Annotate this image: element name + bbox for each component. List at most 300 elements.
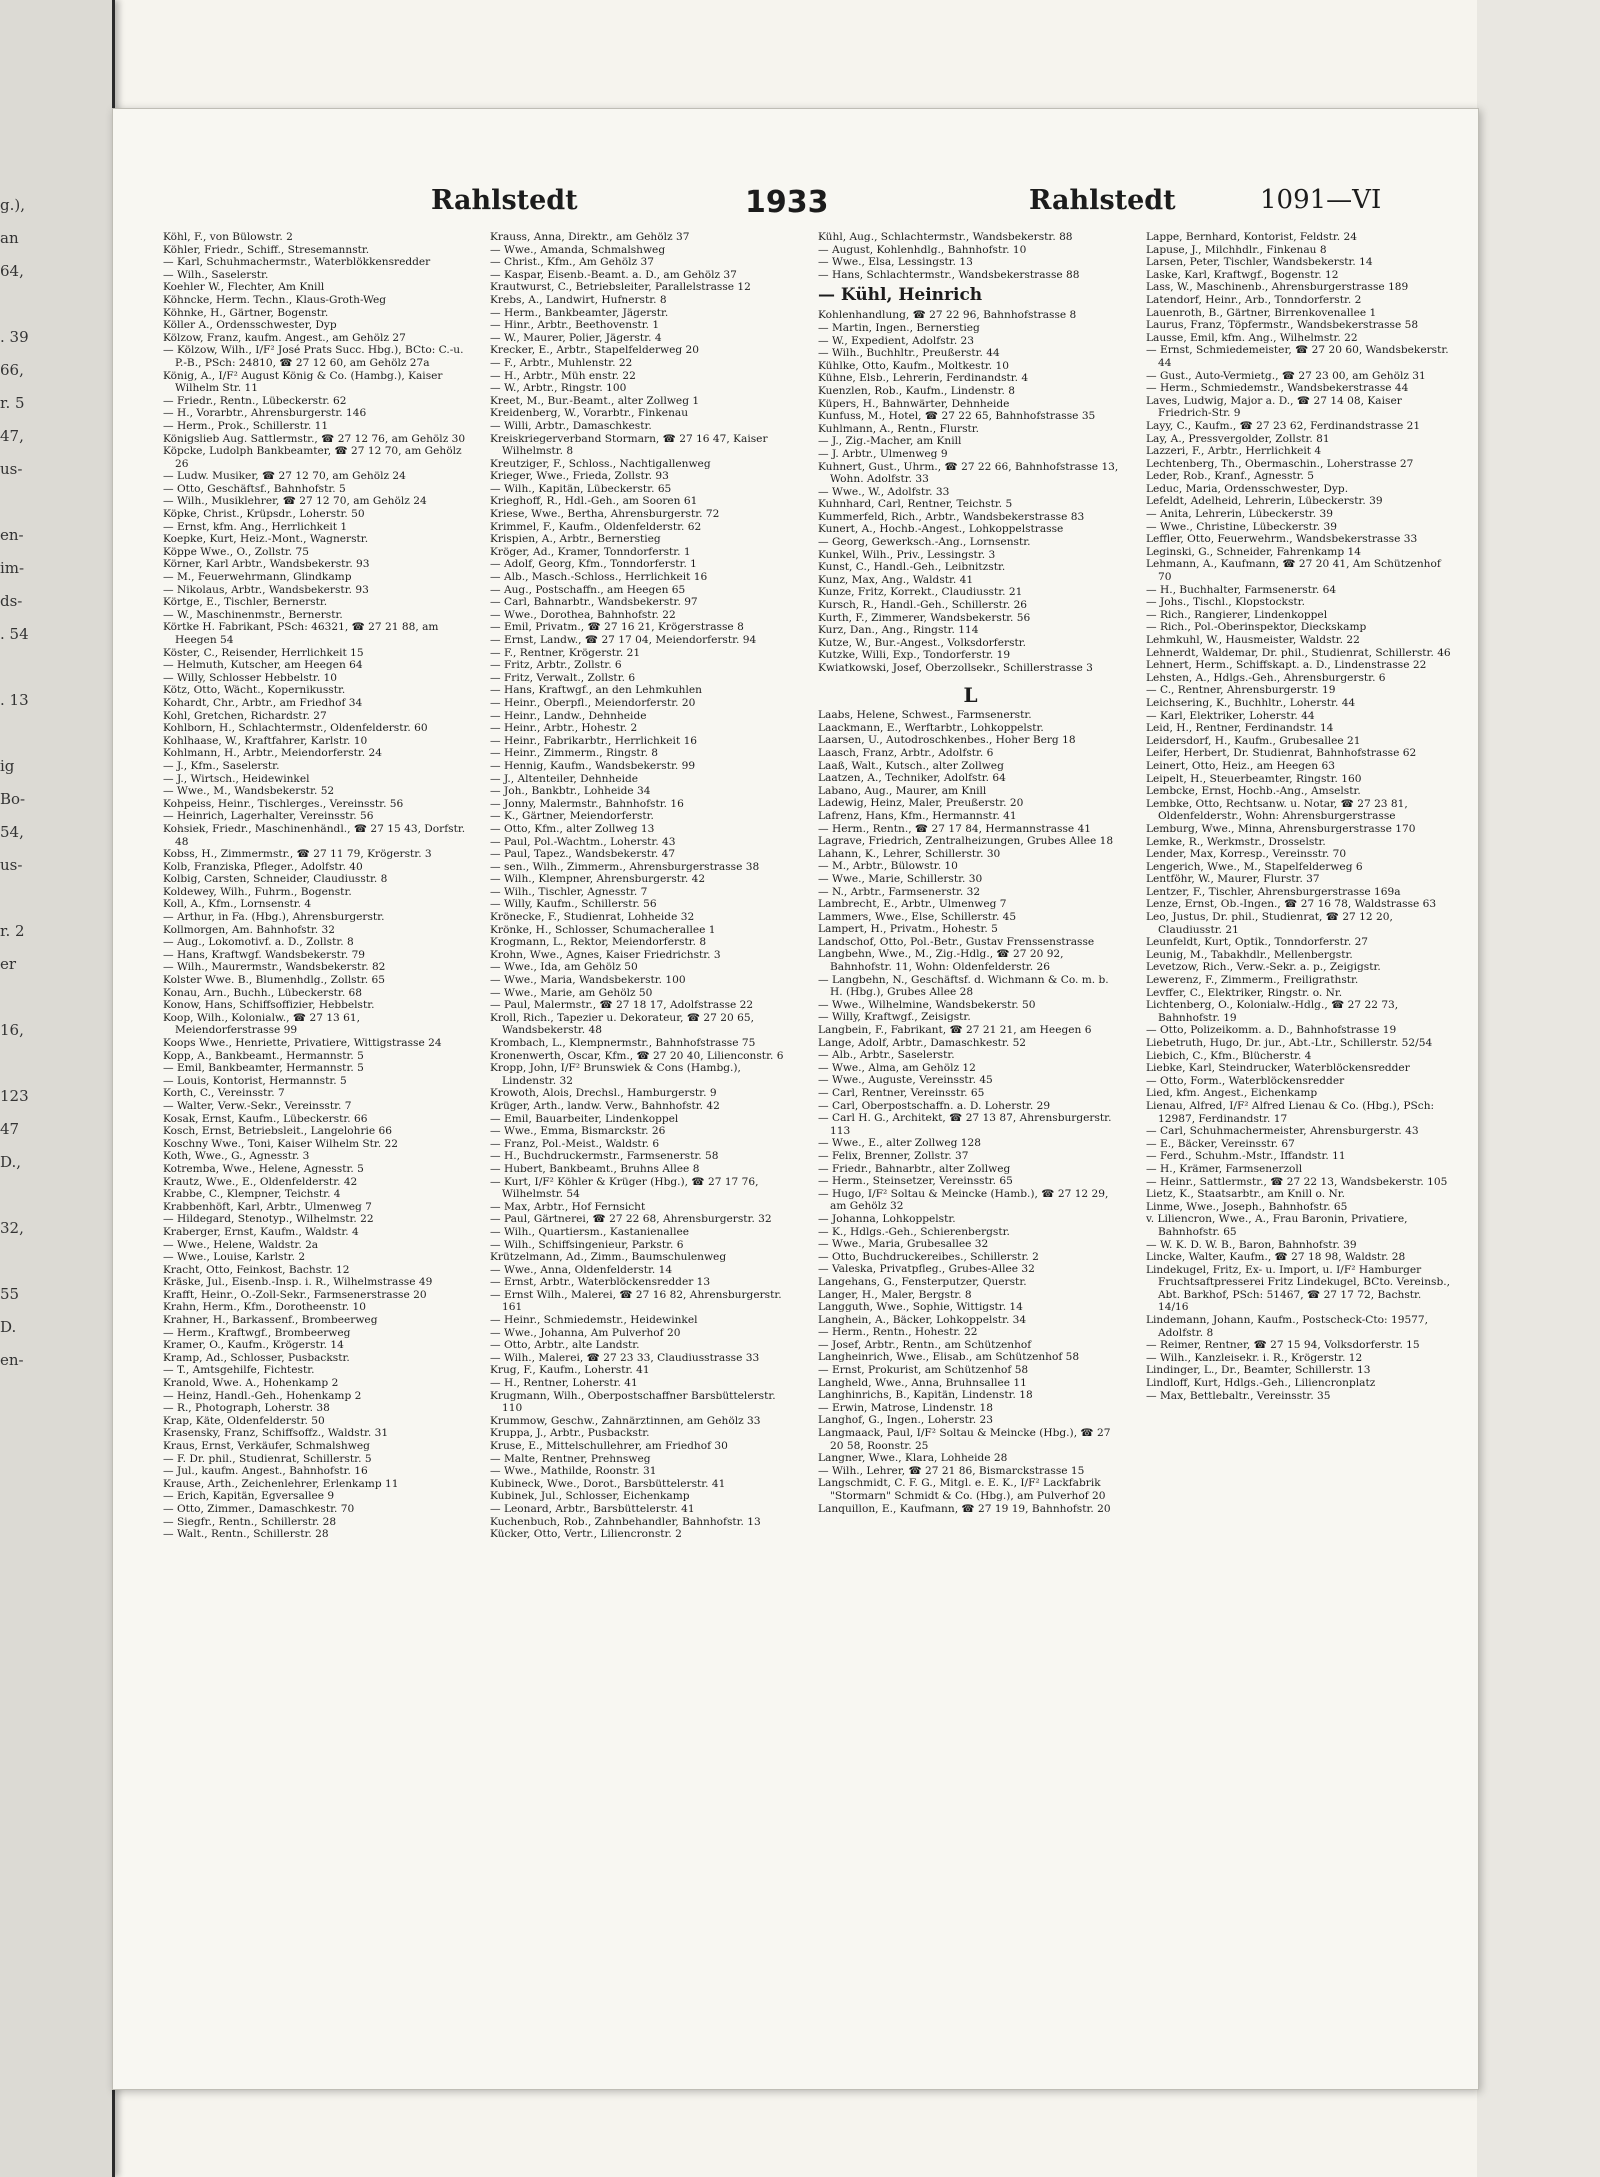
- directory-entry: Langhof, G., Ingen., Loherstr. 23: [818, 1414, 993, 1427]
- directory-entry: — Erich, Kapitän, Egversallee 9: [163, 1490, 335, 1503]
- directory-entry: Kröger, Ad., Kramer, Tonndorferstr. 1: [490, 545, 691, 558]
- directory-entry: Lindinger, L., Dr., Beamter, Schillerstr. 13: [1146, 1364, 1371, 1377]
- directory-entry: — Heinz, Handl.-Geh., Hohenkamp 2: [163, 1389, 362, 1402]
- directory-entry: Krahner, H., Barkassenf., Brombeerweg: [163, 1314, 378, 1327]
- directory-entry: Krieger, Wwe., Frieda, Zollstr. 93: [490, 470, 669, 483]
- margin-fragment: en-: [0, 526, 24, 544]
- directory-entry: Köller A., Ordensschwester, Dyp: [163, 319, 337, 332]
- directory-entry: Krecker, E., Arbtr., Stapelfelderweg 20: [490, 344, 700, 357]
- directory-entry: — Heinr., Sattlermstr., ☎ 27 22 13, Wandsbekerstr. 105: [1146, 1175, 1448, 1188]
- directory-entry: — Johs., Tischl., Klopstockstr.: [1146, 596, 1305, 609]
- directory-entry: Lindemann, Johann, Kaufm., Postscheck-Cto: 19577, Adolfstr. 8: [1146, 1314, 1429, 1339]
- directory-entry: — H., Krämer, Farmsenerzoll: [1146, 1162, 1303, 1175]
- directory-entry: — Ludw. Musiker, ☎ 27 12 70, am Gehölz 24: [163, 470, 406, 483]
- directory-entry: — J. Arbtr., Ulmenweg 9: [818, 447, 948, 460]
- directory-entry: Kühne, Elsb., Lehrerin, Ferdinandstr. 4: [818, 372, 1029, 385]
- directory-entry: Lay, A., Pressvergolder, Zollstr. 81: [1146, 432, 1330, 445]
- directory-entry: — Wwe., Ida, am Gehölz 50: [490, 961, 638, 974]
- directory-entry: Lapuse, J., Milchhdlr., Finkenau 8: [1146, 243, 1327, 256]
- directory-entry: Koldewey, Wilh., Fuhrm., Bogenstr.: [163, 885, 352, 898]
- directory-entry: — Felix, Brenner, Zollstr. 37: [818, 1149, 969, 1162]
- directory-entry: — Langbehn, N., Geschäftsf. d. Wichmann & Co. m. b. H. (Hbg.), Grubes Allee 28: [818, 973, 1109, 999]
- directory-entry: — August, Kohlenhdlg., Bahnhofstr. 10: [818, 243, 1027, 256]
- directory-entry: Konow, Hans, Schiffsoffizier, Hebbelstr.: [163, 999, 375, 1012]
- directory-entry: Liebich, C., Kfm., Blücherstr. 4: [1146, 1049, 1312, 1062]
- directory-entry: Krogmann, L., Rektor, Meiendorferstr. 8: [490, 936, 707, 949]
- directory-entry: — Carl, Schuhmachermeister, Ahrensburgerstr. 43: [1146, 1125, 1419, 1138]
- directory-entry: — W., Arbtr., Ringstr. 100: [490, 382, 627, 395]
- directory-entry: Lehnerdt, Waldemar, Dr. phil., Studienrat, Schillerstr. 46: [1146, 646, 1451, 659]
- directory-entry: Leidersdorf, H., Kaufm., Grubesallee 21: [1146, 734, 1361, 747]
- directory-entry: Lengerich, Wwe., M., Stapelfelderweg 6: [1146, 860, 1363, 873]
- directory-entry: Kreutziger, F., Schloss., Nachtigallenweg: [490, 457, 711, 470]
- directory-entry: Kopp, A., Bankbeamt., Hermannstr. 5: [163, 1049, 364, 1062]
- margin-fragment: us-: [0, 460, 23, 478]
- directory-entry: — Emil, Bankbeamter, Hermannstr. 5: [163, 1062, 364, 1075]
- directory-entry: — Walt., Rentn., Schillerstr. 28: [163, 1528, 329, 1541]
- directory-entry: Kötz, Otto, Wächt., Kopernikusstr.: [163, 684, 346, 697]
- directory-entry: — Carl, Oberpostschaffn. a. D. Loherstr. 29: [818, 1099, 1051, 1112]
- directory-entry: — Walter, Verw.-Sekr., Vereinsstr. 7: [163, 1099, 352, 1112]
- directory-entry: — Wwe., Marie, Schillerstr. 30: [818, 872, 983, 885]
- directory-entry: Kohlborn, H., Schlachtermstr., Oldenfelderstr. 60: [163, 722, 428, 735]
- directory-entry: Kurth, F., Zimmerer, Wandsbekerstr. 56: [818, 611, 1031, 624]
- directory-entry: Krebs, A., Landwirt, Hufnerstr. 8: [490, 293, 667, 306]
- directory-entry: — E., Bäcker, Vereinsstr. 67: [1146, 1137, 1295, 1150]
- directory-entry: — Heinr., Fabrikarbtr., Herrlichkeit 16: [490, 734, 698, 747]
- directory-entry: Kuchenbuch, Rob., Zahnbehandler, Bahnhofstr. 13: [490, 1515, 761, 1528]
- directory-entry: — W. K. D. W. B., Baron, Bahnhofstr. 39: [1146, 1238, 1357, 1251]
- directory-entry: — Paul, Tapez., Wandsbekerstr. 47: [490, 848, 676, 861]
- directory-entry: — Ernst Wilh., Malerei, ☎ 27 16 82, Ahrensburgerstr. 161: [490, 1288, 782, 1314]
- margin-fragment: 47: [0, 1120, 20, 1138]
- directory-entry: Köhncke, Herm. Techn., Klaus-Groth-Weg: [163, 293, 387, 306]
- directory-entry: Kräske, Jul., Eisenb.-Insp. i. R., Wilhelmstrasse 49: [163, 1276, 433, 1289]
- directory-entry: — Willi, Arbtr., Damaschkestr.: [490, 419, 652, 432]
- margin-fragment: er: [0, 955, 17, 973]
- directory-entry: — H., Buchdruckermstr., Farmsenerstr. 58: [490, 1150, 719, 1163]
- directory-entry: — Willy, Kraftwgf., Zeisigstr.: [818, 1011, 971, 1024]
- directory-entry: — Hennig, Kaufm., Wandsbekerstr. 99: [490, 759, 696, 772]
- directory-entry: Lauenroth, B., Gärtner, Birrenkovenallee 1: [1146, 306, 1377, 319]
- directory-entry: — Ernst, Prokurist, am Schützenhof 58: [818, 1364, 1029, 1377]
- directory-entry: Krombach, L., Klempnermstr., Bahnhofstrasse 75: [490, 1037, 756, 1049]
- directory-entry: — Wilh., Saselerstr.: [163, 268, 269, 281]
- directory-entry: — Herm., Kraftwgf., Brombeerweg: [163, 1326, 351, 1339]
- directory-entry: Labano, Aug., Maurer, am Knill: [818, 784, 987, 797]
- directory-entry: — W., Maschinenmstr., Bernerstr.: [163, 608, 343, 621]
- directory-entry: Kutze, W., Bur.-Angest., Volksdorferstr.: [818, 636, 1026, 649]
- directory-entry: — Joh., Bankbtr., Lohheide 34: [490, 785, 651, 798]
- directory-entry: — Wwe., Amanda, Schmalshweg: [490, 243, 666, 256]
- directory-entry: — Wilh., Klempner, Ahrensburgerstr. 42: [490, 873, 706, 886]
- directory-entry: — Wilh., Musiklehrer, ☎ 27 12 70, am Gehölz 24: [163, 495, 427, 508]
- directory-entry: — Wwe., Elsa, Lessingstr. 13: [818, 256, 973, 269]
- directory-entry: — Wwe., Maria, Wandsbekerstr. 100: [490, 974, 686, 987]
- directory-entry: Langheld, Wwe., Anna, Bruhnsallee 11: [818, 1376, 1027, 1389]
- margin-fragment: us-: [0, 856, 23, 874]
- directory-entry: Lincke, Walter, Kaufm., ☎ 27 18 98, Waldstr. 28: [1146, 1251, 1406, 1264]
- margin-fragment: 54,: [0, 823, 24, 841]
- directory-entry: Laske, Karl, Kraftwgf., Bogenstr. 12: [1146, 268, 1339, 281]
- directory-entry: — Otto, Buchdruckereibes., Schillerstr. 2: [818, 1250, 1039, 1263]
- directory-entry: Kollmorgen, Am. Bahnhofstr. 32: [163, 923, 335, 936]
- directory-entry: Kücker, Otto, Vertr., Liliencronstr. 2: [490, 1528, 682, 1541]
- directory-entry: Lausse, Emil, kfm. Ang., Wilhelmstr. 22: [1146, 331, 1358, 344]
- directory-entry: Laasch, Franz, Arbtr., Adolfstr. 6: [818, 746, 994, 759]
- directory-entry: Krüger, Arth., landw. Verw., Bahnhofstr. 42: [490, 1099, 720, 1112]
- directory-entry: — Heinr., Oberpfl., Meiendorferstr. 20: [490, 696, 696, 709]
- directory-page: [112, 108, 1479, 2090]
- directory-entry: Leichsering, K., Buchhltr., Loherstr. 44: [1146, 696, 1356, 709]
- directory-entry: Leunfeldt, Kurt, Optik., Tonndorferstr. 27: [1146, 936, 1369, 949]
- page-number: 1091—VI: [1260, 185, 1382, 215]
- directory-entry: — Wwe., Helene, Waldstr. 2a: [163, 1238, 319, 1251]
- directory-entry: — Fritz, Verwalt., Zollstr. 6: [490, 671, 636, 684]
- directory-entry: — F., Rentner, Krögerstr. 21: [490, 646, 641, 659]
- directory-entry: Kohlhaase, W., Kraftfahrer, Karlstr. 10: [163, 734, 368, 747]
- directory-entry: Kronenwerth, Oscar, Kfm., ☎ 27 20 40, Lilienconstr. 6: [490, 1049, 784, 1062]
- directory-entry: Kohl, Gretchen, Richardstr. 27: [163, 709, 327, 722]
- directory-entry: — Wwe., Anna, Oldenfelderstr. 14: [490, 1263, 673, 1276]
- directory-entry: Küpers, H., Bahnwärter, Dehnheide: [818, 397, 1010, 410]
- margin-fragment: . 39: [0, 328, 29, 346]
- right-background: [1477, 0, 1600, 2177]
- directory-entry: — Ernst, Arbtr., Waterblöckensredder 13: [490, 1276, 711, 1289]
- directory-entry: — Josef, Arbtr., Rentn., am Schützenhof: [818, 1338, 1032, 1351]
- directory-entry: — Wilh., Quartiersm., Kastanienallee: [490, 1225, 689, 1238]
- directory-entry: — Herm., Rentn., ☎ 27 17 84, Hermannstrasse 41: [818, 822, 1092, 835]
- directory-entry: Leid, H., Rentner, Ferdinandstr. 14: [1146, 722, 1334, 735]
- directory-entry: Krützelmann, Ad., Zimm., Baumschulenweg: [490, 1251, 727, 1264]
- directory-entry: — Nikolaus, Arbtr., Wandsbekerstr. 93: [163, 583, 369, 596]
- directory-entry: Körtke H. Fabrikant, PSch: 46321, ☎ 27 21 88, am Heegen 54: [163, 621, 439, 646]
- directory-entry: Kohsiek, Friedr., Maschinenhändl., ☎ 27 15 43, Dorfstr. 48: [163, 822, 466, 848]
- margin-fragment: 123: [0, 1087, 29, 1105]
- directory-entry: — Aug., Lokomotivf. a. D., Zollstr. 8: [163, 936, 354, 949]
- directory-entry: Leunig, M., Tabakhdlr., Mellenbergstr.: [1146, 948, 1353, 961]
- directory-entry: — J., Wirtsch., Heidewinkel: [163, 772, 310, 785]
- directory-entry: — Wilh., Tischler, Agnesstr. 7: [490, 885, 648, 898]
- directory-entry: — Helmuth, Kutscher, am Heegen 64: [163, 659, 363, 672]
- directory-entry: Krönecke, F., Studienrat, Lohheide 32: [490, 911, 695, 924]
- margin-fragment: [0, 492, 100, 525]
- directory-entry: — Wwe., Johanna, Am Pulverhof 20: [490, 1326, 681, 1339]
- directory-entry: — Otto, Form., Waterblöckensredder: [1146, 1074, 1345, 1087]
- previous-page-fragments: [0, 195, 100, 1383]
- directory-entry: Kotremba, Wwe., Helene, Agnesstr. 5: [163, 1162, 364, 1175]
- directory-entry: — Wilh., Buchhltr., Preußerstr. 44: [818, 347, 1000, 360]
- directory-entry: — Wwe., Alma, am Gehölz 12: [818, 1061, 976, 1074]
- directory-entry: Lehsten, A., Hdlgs.-Geh., Ahrensburgerstr. 6: [1146, 671, 1386, 684]
- directory-entry: Leder, Rob., Kranf., Agnesstr. 5: [1146, 470, 1315, 483]
- directory-entry: Lembke, Otto, Rechtsanw. u. Notar, ☎ 27 23 81, Oldenfelderstr., Wohn: Ahrensburgerstrasse: [1146, 797, 1408, 823]
- header-year: 1933: [745, 185, 829, 220]
- directory-entry: — Ernst, Schmiedemeister, ☎ 27 20 60, Wandsbekerstr. 44: [1146, 344, 1449, 369]
- directory-entry: Lentzer, F., Tischler, Ahrensburgerstrasse 169a: [1146, 885, 1401, 898]
- directory-entry: Langhinrichs, B., Kapitän, Lindenstr. 18: [818, 1389, 1033, 1402]
- margin-fragment: [0, 294, 100, 327]
- directory-entry: Laatzen, A., Techniker, Adolfstr. 64: [818, 772, 1006, 785]
- margin-fragment: [0, 657, 100, 690]
- directory-entry: — Franz, Pol.-Meist., Waldstr. 6: [490, 1137, 660, 1150]
- previous-page-edge: [0, 0, 115, 2177]
- directory-entry: Kunst, C., Handl.-Geh., Leibnitzstr.: [818, 561, 1006, 574]
- directory-entry: Kohlenhandlung, ☎ 27 22 96, Bahnhofstrasse 8: [818, 309, 1077, 322]
- directory-entry: — Herm., Prok., Schillerstr. 11: [163, 419, 329, 432]
- margin-fragment: D.: [0, 1318, 17, 1336]
- directory-entry: Kraberger, Ernst, Kaufm., Waldstr. 4: [163, 1225, 359, 1238]
- directory-entry: — Wwe., Christine, Lübeckerstr. 39: [1146, 520, 1337, 533]
- directory-entry: — Emil, Bauarbeiter, Lindenkoppel: [490, 1112, 679, 1125]
- directory-entry: Kunfuss, M., Hotel, ☎ 27 22 65, Bahnhofstrasse 35: [818, 410, 1096, 423]
- directory-entry: Laabs, Helene, Schwest., Farmsenerstr.: [818, 709, 1032, 722]
- directory-entry: Laackmann, E., Werftarbtr., Lohkoppelstr.: [818, 721, 1044, 734]
- directory-columns: [163, 231, 1453, 2071]
- directory-entry: Langschmidt, C. F. G., Mitgl. e. E. K., I/F² Lackfabrik "Stormarn" Schmidt & Co. (Hbg.), am Pulverhof 20: [818, 1477, 1106, 1502]
- directory-entry: — Otto, Polizeikomm. a. D., Bahnhofstrasse 19: [1146, 1024, 1397, 1037]
- directory-entry: Krap, Käte, Oldenfelderstr. 50: [163, 1414, 325, 1427]
- directory-entry: Kuenzlen, Rob., Kaufm., Lindenstr. 8: [818, 384, 1015, 397]
- margin-fragment: ds-: [0, 592, 23, 610]
- directory-entry: Lanquillon, E., Kaufmann, ☎ 27 19 19, Bahnhofstr. 20: [818, 1502, 1111, 1515]
- directory-entry: Koop, Wilh., Kolonialw., ☎ 27 13 61, Meiendorferstrasse 99: [163, 1011, 361, 1037]
- directory-entry: — K., Hdlgs.-Geh., Schierenbergstr.: [818, 1225, 1010, 1238]
- directory-entry: Kunz, Max, Ang., Waldstr. 41: [818, 573, 974, 586]
- column-3: [818, 231, 1123, 2071]
- directory-entry: Lechtenberg, Th., Obermaschin., Loherstrasse 27: [1146, 457, 1414, 470]
- directory-entry: Kunkel, Wilh., Priv., Lessingstr. 3: [818, 548, 996, 561]
- directory-entry: Krabbenhöft, Karl, Arbtr., Ulmenweg 7: [163, 1200, 372, 1213]
- directory-entry: Krauss, Anna, Direktr., am Gehölz 37: [490, 231, 690, 243]
- directory-entry: Kruppa, J., Arbtr., Pusbackstr.: [490, 1427, 650, 1440]
- directory-entry: — Kölzow, Wilh., I/F² José Prats Succ. Hbg.), BCto: C.-u. P.-B., PSch: 24810, ☎ 27 12 60, am Gehölz 27a: [163, 344, 464, 369]
- directory-entry: Kwiatkowski, Josef, Oberzollsekr., Schillerstrasse 3: [818, 662, 1093, 674]
- directory-entry: Krautwurst, C., Betriebsleiter, Parallelstrasse 12: [490, 281, 751, 294]
- directory-entry: — Wwe., W., Adolfstr. 33: [818, 485, 950, 498]
- column-2: [490, 231, 795, 2071]
- directory-entry: — Wilh., Kanzleisekr. i. R., Krögerstr. 12: [1146, 1351, 1363, 1364]
- directory-entry: — Wilh., Malerei, ☎ 27 23 33, Claudiusstrasse 33: [490, 1351, 760, 1364]
- directory-entry: Kohpeiss, Heinr., Tischlerges., Vereinsstr. 56: [163, 797, 404, 810]
- column-1: [163, 231, 468, 2071]
- directory-entry: — Arthur, in Fa. (Hbg.), Ahrensburgerstr.: [163, 911, 385, 924]
- directory-entry: — Valeska, Privatpfleg., Grubes-Allee 32: [818, 1263, 1035, 1276]
- margin-fragment: Bo-: [0, 790, 26, 808]
- directory-entry: Kunze, Fritz, Korrekt., Claudiusstr. 21: [818, 586, 1023, 599]
- directory-entry: — Christ., Kfm., Am Gehölz 37: [490, 256, 654, 269]
- directory-entry: Lefeldt, Adelheid, Lehrerin, Lübeckerstr. 39: [1146, 495, 1383, 508]
- directory-entry: Kunert, A., Hochb.-Angest., Lohkoppelstrasse: [818, 523, 1064, 536]
- directory-entry: Lemburg, Wwe., Minna, Ahrensburgerstrasse 170: [1146, 822, 1416, 835]
- directory-entry: Köpke, Christ., Krüpsdr., Loherstr. 50: [163, 508, 365, 521]
- directory-entry: Lahann, K., Lehrer, Schillerstr. 30: [818, 847, 1001, 860]
- directory-entry: — Wwe., Dorothea, Bahnhofstr. 22: [490, 608, 676, 621]
- directory-entry: Krabbe, C., Klempner, Teichstr. 4: [163, 1188, 341, 1201]
- directory-entry: Kracht, Otto, Feinkost, Bachstr. 12: [163, 1263, 350, 1276]
- directory-entry: — Jonny, Malermstr., Bahnhofstr. 16: [490, 797, 684, 810]
- directory-entry: — Otto, Geschäftsf., Bahnhofstr. 5: [163, 482, 346, 495]
- directory-entry: — Herm., Steinsetzer, Vereinsstr. 65: [818, 1175, 1013, 1188]
- directory-entry: Krautz, Wwe., E., Oldenfelderstr. 42: [163, 1175, 358, 1188]
- directory-entry: — Heinr., Arbtr., Hohestr. 2: [490, 722, 638, 735]
- directory-entry: Levetzow, Rich., Verw.-Sekr. a. p., Zeigigstr.: [1146, 961, 1381, 974]
- directory-entry: Lappe, Bernhard, Kontorist, Feldstr. 24: [1146, 231, 1357, 243]
- directory-entry: Kubinek, Jul., Schlosser, Eichenkamp: [490, 1490, 690, 1503]
- directory-entry: — Ferd., Schuhm.-Mstr., Iffandstr. 11: [1146, 1150, 1346, 1163]
- directory-entry: Krugmann, Wilh., Oberpostschaffner Barsbüttelerstr. 110: [490, 1389, 776, 1415]
- directory-entry: Langheinrich, Wwe., Elisab., am Schützenhof 58: [818, 1351, 1080, 1364]
- directory-entry: Kramer, O., Kaufm., Krögerstr. 14: [163, 1339, 344, 1352]
- directory-entry: — Wilh., Kapitän, Lübeckerstr. 65: [490, 482, 672, 495]
- directory-entry: — Ernst, kfm. Ang., Herrlichkeit 1: [163, 520, 348, 533]
- directory-entry: Lindloff, Kurt, Hdlgs.-Geh., Liliencronplatz: [1146, 1377, 1376, 1390]
- directory-entry: — Wwe., Marie, am Gehölz 50: [490, 986, 653, 999]
- directory-entry: Kranold, Wwe. A., Hohenkamp 2: [163, 1377, 339, 1390]
- directory-entry: — Max, Arbtr., Hof Fernsicht: [490, 1200, 646, 1213]
- directory-entry: Leo, Justus, Dr. phil., Studienrat, ☎ 27 12 20, Claudiusstr. 21: [1146, 911, 1393, 936]
- directory-entry: — sen., Wilh., Zimmerm., Ahrensburgerstrasse 38: [490, 860, 760, 873]
- directory-entry: — Wwe., Mathilde, Roonstr. 31: [490, 1465, 657, 1478]
- directory-entry: Lehnert, Herm., Schiffskapt. a. D., Lindenstrasse 22: [1146, 659, 1427, 672]
- directory-entry: — Ernst, Landw., ☎ 27 17 04, Meiendorferstr. 94: [490, 634, 757, 646]
- directory-entry: — Carl, Rentner, Vereinsstr. 65: [818, 1087, 985, 1099]
- directory-entry: Lied, kfm. Angest., Eichenkamp: [1146, 1087, 1318, 1100]
- directory-entry: Kropp, John, I/F² Brunswiek & Cons (Hambg.), Lindenstr. 32: [490, 1062, 741, 1087]
- directory-entry: Laaß, Walt., Kutsch., alter Zollweg: [818, 759, 1004, 772]
- directory-entry: — Hans, Schlachtermstr., Wandsbekerstrasse 88: [818, 268, 1080, 281]
- directory-entry: Leginski, G., Schneider, Fahrenkamp 14: [1146, 545, 1361, 558]
- directory-entry: Leinert, Otto, Heiz., am Heegen 63: [1146, 759, 1335, 772]
- margin-fragment: 32,: [0, 1219, 24, 1237]
- header-left-title: Rahlstedt: [431, 185, 578, 216]
- directory-entry: — T., Amtsgehilfe, Fichtestr.: [163, 1364, 315, 1377]
- highlighted-entry: — Kühl, Heinrich: [818, 285, 983, 306]
- directory-entry: Kroll, Rich., Tapezier u. Dekorateur, ☎ 27 20 65, Wandsbekerstr. 48: [490, 1011, 754, 1037]
- directory-entry: Köster, C., Reisender, Herrlichkeit 15: [163, 646, 364, 659]
- directory-entry: Lagrave, Friedrich, Zentralheizungen, Grubes Allee 18: [818, 835, 1114, 848]
- directory-entry: v. Liliencron, Wwe., A., Frau Baronin, Privatiere, Bahnhofstr. 65: [1146, 1213, 1408, 1238]
- directory-entry: Lienau, Alfred, I/F² Alfred Lienau & Co. (Hbg.), PSch: 12987, Ferdinandstr. 17: [1146, 1099, 1435, 1125]
- directory-entry: Koops Wwe., Henriette, Privatiere, Wittigstrasse 24: [163, 1037, 442, 1049]
- directory-entry: Krönke, H., Schlosser, Schumacherallee 1: [490, 923, 716, 936]
- directory-entry: Leduc, Maria, Ordensschwester, Dyp.: [1146, 482, 1349, 495]
- directory-entry: Kolbig, Carsten, Schneider, Claudiusstr. 8: [163, 873, 388, 886]
- margin-fragment: 66,: [0, 361, 24, 379]
- directory-entry: Krohn, Wwe., Agnes, Kaiser Friedrichstr. 3: [490, 948, 721, 961]
- directory-entry: — Kurt, I/F² Köhler & Krüger (Hbg.), ☎ 27 17 76, Wilhelmstr. 54: [490, 1175, 759, 1201]
- directory-entry: — Martin, Ingen., Bernerstieg: [818, 321, 980, 334]
- directory-entry: — Herm., Bankbeamter, Jägerstr.: [490, 306, 669, 319]
- margin-fragment: 64,: [0, 262, 24, 280]
- directory-entry: Kutzke, Willi, Exp., Tondorferstr. 19: [818, 649, 1011, 662]
- directory-entry: — W., Maurer, Polier, Jägerstr. 4: [490, 331, 662, 344]
- directory-entry: — H., Vorarbtr., Ahrensburgerstr. 146: [163, 407, 367, 420]
- margin-fragment: 47,: [0, 427, 24, 445]
- directory-entry: — J., Zig.-Macher, am Knill: [818, 435, 962, 448]
- directory-entry: — Hans, Kraftwgf., an den Lehmkuhlen: [490, 684, 702, 697]
- directory-entry: Lindekugel, Fritz, Ex- u. Import, u. I/F² Hamburger Fruchtsaftpresserei Fritz Lindekugel, BCto. Vereinsb., Abt. Barkhof, PSch: 51467, ☎ 27 17 72, Bachstr. 14/16: [1146, 1263, 1450, 1314]
- directory-entry: Kühlke, Otto, Kaufm., Moltkestr. 10: [818, 359, 1009, 372]
- header-right-title: Rahlstedt: [1029, 185, 1176, 216]
- directory-entry: Layy, C., Kaufm., ☎ 27 23 62, Ferdinandstrasse 21: [1146, 419, 1421, 432]
- directory-entry: — Georg, Gewerksch.-Ang., Lornsenstr.: [818, 536, 1031, 549]
- directory-entry: — Hugo, I/F² Soltau & Meincke (Hamb.), ☎ 27 12 29, am Gehölz 32: [818, 1187, 1109, 1213]
- directory-entry: Kriese, Wwe., Bertha, Ahrensburgerstr. 72: [490, 508, 720, 521]
- directory-entry: Kosak, Ernst, Kaufm., Lübeckerstr. 66: [163, 1112, 368, 1125]
- directory-entry: Leipelt, H., Steuerbeamter, Ringstr. 160: [1146, 772, 1362, 785]
- directory-entry: — Wilh., Maurermstr., Wandsbekerstr. 82: [163, 961, 386, 974]
- directory-entry: — Wwe., Maria, Grubesallee 32: [818, 1238, 989, 1251]
- directory-entry: Kölzow, Franz, kaufm. Angest., am Gehölz 27: [163, 331, 406, 344]
- directory-entry: — Heinr., Landw., Dehnheide: [490, 709, 647, 722]
- directory-entry: — Wwe., Wilhelmine, Wandsbekerstr. 50: [818, 998, 1036, 1011]
- directory-entry: Köhnke, H., Gärtner, Bogenstr.: [163, 306, 329, 319]
- directory-entry: — Herm., Rentn., Hohestr. 22: [818, 1326, 978, 1339]
- directory-entry: Langner, Wwe., Klara, Lohheide 28: [818, 1452, 1008, 1465]
- directory-entry: — Gust., Auto-Vermietg., ☎ 27 23 00, am Gehölz 31: [1146, 369, 1426, 382]
- directory-entry: — Wwe., Emma, Bismarckstr. 26: [490, 1125, 666, 1138]
- directory-entry: Lietz, K., Staatsarbtr., am Knill o. Nr.: [1146, 1188, 1346, 1201]
- directory-entry: — K., Gärtner, Meiendorferstr.: [490, 810, 654, 823]
- directory-entry: — Max, Bettlebaltr., Vereinsstr. 35: [1146, 1389, 1331, 1402]
- margin-fragment: [0, 1053, 100, 1086]
- directory-entry: Kursch, R., Handl.-Geh., Schillerstr. 26: [818, 599, 1028, 612]
- directory-entry: Lentföhr, W., Maurer, Flurstr. 37: [1146, 873, 1320, 886]
- directory-entry: — Karl, Elektriker, Loherstr. 44: [1146, 709, 1315, 722]
- margin-fragment: D.,: [0, 1153, 22, 1171]
- directory-entry: Landschof, Otto, Pol.-Betr., Gustav Frenssenstrasse: [818, 935, 1095, 948]
- directory-entry: — Heinr., Schmiedemstr., Heidewinkel: [490, 1314, 698, 1327]
- directory-entry: Lafrenz, Hans, Kfm., Hermannstr. 41: [818, 809, 1017, 822]
- directory-entry: — Hinr., Arbtr., Beethovenstr. 1: [490, 319, 660, 332]
- directory-entry: Kreidenberg, W., Vorarbtr., Finkenau: [490, 407, 689, 420]
- directory-entry: Krummow, Geschw., Zahnärztinnen, am Gehölz 33: [490, 1414, 761, 1427]
- directory-entry: — Paul, Malermstr., ☎ 27 18 17, Adolfstrasse 22: [490, 999, 754, 1012]
- directory-entry: — Otto, Arbtr., alte Landstr.: [490, 1339, 640, 1352]
- directory-entry: Krause, Arth., Zeichenlehrer, Erlenkamp 11: [163, 1477, 399, 1490]
- directory-entry: Korth, C., Vereinsstr. 7: [163, 1087, 285, 1100]
- directory-entry: — Erwin, Matrose, Lindenstr. 18: [818, 1401, 994, 1414]
- margin-fragment: g.),: [0, 196, 25, 214]
- directory-entry: — Reimer, Rentner, ☎ 27 15 94, Volksdorferstr. 15: [1146, 1339, 1420, 1352]
- directory-entry: Kuhnert, Gust., Uhrm., ☎ 27 22 66, Bahnhofstrasse 13, Wohn. Adolfstr. 33: [818, 460, 1119, 486]
- directory-entry: König, A., I/F² August König & Co. (Hambg.), Kaiser Wilhelm Str. 11: [163, 369, 443, 395]
- directory-entry: Kramp, Ad., Schlosser, Pusbackstr.: [163, 1351, 350, 1364]
- directory-entry: — R., Photograph, Loherstr. 38: [163, 1402, 330, 1415]
- directory-entry: Lenze, Ernst, Ob.-Ingen., ☎ 27 16 78, Waldstrasse 63: [1146, 898, 1437, 911]
- directory-entry: — W., Expedient, Adolfstr. 23: [818, 334, 975, 347]
- directory-entry: Larsen, Peter, Tischler, Wandsbekerstr. 14: [1146, 256, 1373, 269]
- directory-entry: Koschny Wwe., Toni, Kaiser Wilhelm Str. 22: [163, 1137, 399, 1150]
- directory-entry: Koepke, Kurt, Heiz.-Mont., Wagnerstr.: [163, 533, 369, 546]
- margin-fragment: ig: [0, 757, 15, 775]
- directory-entry: Leffler, Otto, Feuerwehrm., Wandsbekerstrasse 33: [1146, 533, 1418, 546]
- directory-entry: Latendorf, Heinr., Arb., Tonndorferstr. 2: [1146, 293, 1362, 306]
- directory-entry: — H., Buchhalter, Farmsenerstr. 64: [1146, 583, 1337, 596]
- directory-entry: Kruse, E., Mittelschullehrer, am Friedhof 30: [490, 1440, 728, 1452]
- directory-entry: Koth, Wwe., G., Agnesstr. 3: [163, 1150, 310, 1163]
- directory-entry: Kuhnhard, Carl, Rentner, Teichstr. 5: [818, 498, 1013, 511]
- directory-entry: Leifer, Herbert, Dr. Studienrat, Bahnhofstrasse 62: [1146, 747, 1417, 760]
- margin-fragment: an: [0, 229, 19, 247]
- directory-entry: — Adolf, Georg, Kfm., Tonndorferstr. 1: [490, 558, 697, 571]
- directory-entry: Konau, Arn., Buchh., Lübeckerstr. 68: [163, 986, 363, 999]
- margin-fragment: 55: [0, 1285, 20, 1303]
- directory-entry: Langehans, G., Fensterputzer, Querstr.: [818, 1275, 1027, 1288]
- margin-fragment: . 13: [0, 691, 29, 709]
- directory-entry: Langmaack, Paul, I/F² Soltau & Meincke (Hbg.), ☎ 27 20 58, Roonstr. 25: [818, 1427, 1111, 1452]
